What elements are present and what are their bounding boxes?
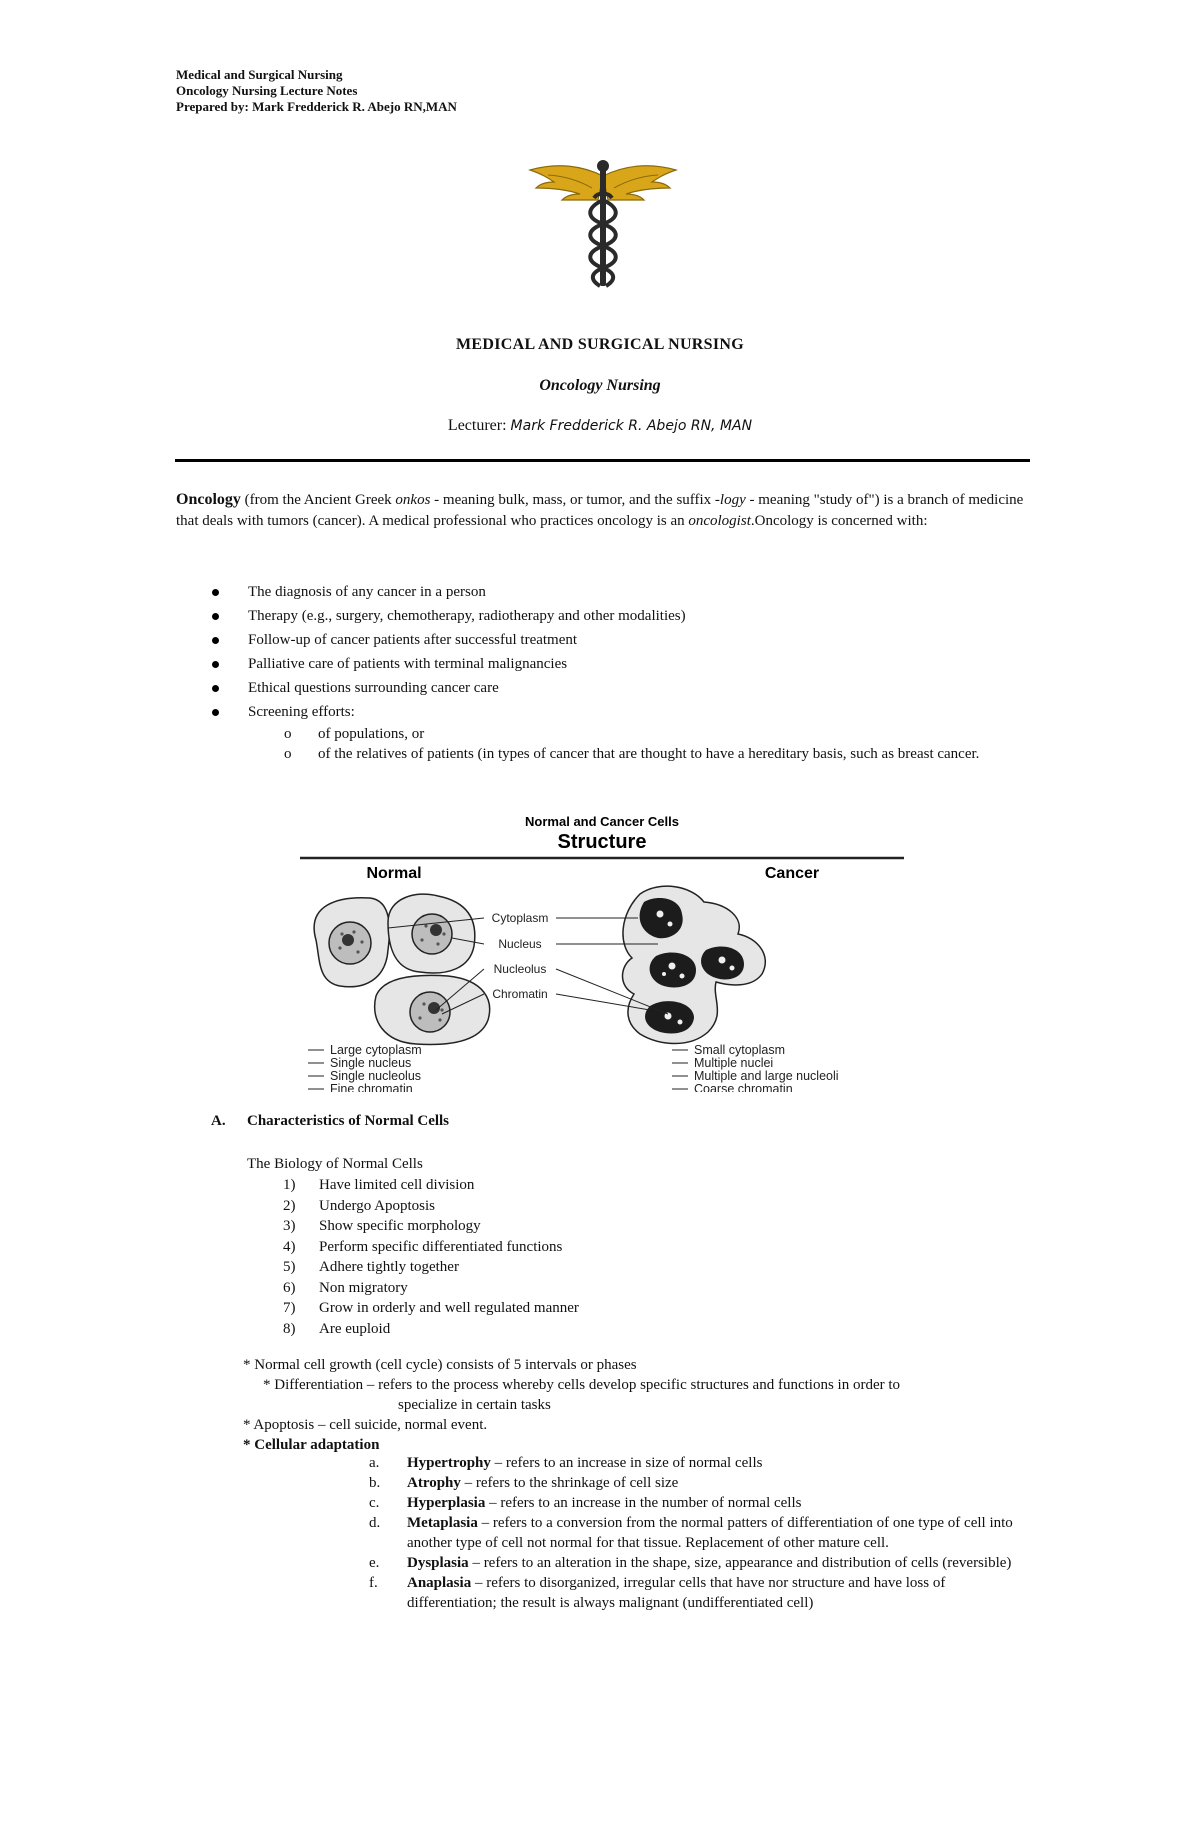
- list-item: [369, 1493, 1029, 1513]
- part-labels: [492, 911, 549, 1001]
- list-item-text: Are euploid: [319, 1320, 391, 1337]
- list-number: 1): [283, 1177, 296, 1193]
- list-letter: f.: [369, 1575, 378, 1591]
- intro-text-4: .Oncology is concerned with:: [750, 513, 928, 529]
- list-item: [283, 1319, 579, 1340]
- trait-item: Multiple and large nucleoli: [694, 1069, 839, 1083]
- running-header: [176, 67, 457, 115]
- header-notes: Oncology Nursing Lecture Notes: [176, 83, 358, 98]
- adaptation-desc: – refers to the shrinkage of cell size: [460, 1475, 679, 1491]
- concerns-list: [212, 580, 1012, 764]
- list-item-text: Undergo Apoptosis: [319, 1197, 435, 1214]
- intro-suffix: -logy: [714, 492, 746, 508]
- list-letter: d.: [369, 1515, 381, 1531]
- list-item: [283, 1216, 579, 1237]
- adaptation-term: Anaplasia: [407, 1575, 472, 1591]
- sub-bullet-marker: o: [284, 726, 292, 742]
- trait-item: Multiple nuclei: [694, 1056, 774, 1070]
- biology-list: [283, 1175, 579, 1339]
- sub-list-item-text: of the relatives of patients (in types of cancer that are thought to have a hereditary basis, such as breast cancer.: [318, 746, 980, 762]
- sub-list-item-text: of populations, or: [318, 726, 425, 742]
- list-item-text: Grow in orderly and well regulated manner: [319, 1300, 579, 1316]
- trait-item: Large cytoplasm: [330, 1043, 422, 1057]
- list-item-text: The diagnosis of any cancer in a person: [248, 584, 486, 600]
- cell-structure-diagram: [288, 810, 916, 1092]
- trait-item: Fine chromatin: [330, 1082, 413, 1092]
- caduceus-orb: [597, 160, 609, 172]
- normal-label: Normal: [366, 865, 422, 882]
- list-item-text: Have limited cell division: [319, 1177, 475, 1193]
- diagram-heading-small: Normal and Cancer Cells: [525, 814, 679, 829]
- intro-paragraph: [176, 489, 1031, 532]
- adaptation-desc: – refers to a conversion from the normal patters of differentiation of one type of cell into another type of cell not normal for that tissue. Replacement of other mature cell.: [407, 1515, 1013, 1551]
- note-differentiation: * Differentiation – refers to the process whereby cells develop specific structures and functions in order to: [263, 1377, 901, 1393]
- note-adaptation: * Cellular adaptation: [243, 1437, 380, 1453]
- list-item: [369, 1573, 1029, 1613]
- list-item: [212, 628, 1012, 652]
- sub-list-item: [212, 744, 1012, 764]
- part-label: Chromatin: [492, 987, 548, 1001]
- list-item-text: Screening efforts:: [248, 704, 355, 720]
- bullet-icon: [212, 661, 219, 668]
- intro-greek: onkos: [395, 492, 431, 508]
- section-letter: A.: [211, 1113, 226, 1129]
- list-item: [283, 1278, 579, 1299]
- list-number: 4): [283, 1238, 296, 1255]
- list-number: 6): [283, 1279, 296, 1296]
- list-item: [212, 580, 1012, 604]
- header-course: Medical and Surgical Nursing: [176, 67, 343, 82]
- list-item: [369, 1473, 1029, 1493]
- adaptation-desc: – refers to an increase in size of normal cells: [490, 1455, 763, 1471]
- title-divider: [175, 459, 1030, 462]
- trait-item: Single nucleolus: [330, 1069, 422, 1083]
- note-differentiation-cont: specialize in certain tasks: [398, 1397, 551, 1413]
- cancer-cells: [623, 886, 766, 1043]
- trait-item: Small cytoplasm: [694, 1043, 785, 1057]
- intro-text-1: (from the Ancient Greek: [240, 492, 396, 508]
- list-letter: a.: [369, 1455, 380, 1471]
- section-title: Characteristics of Normal Cells: [247, 1113, 450, 1129]
- list-item-text: Ethical questions surrounding cancer care: [248, 680, 499, 696]
- lecturer-name: Mark Fredderick R. Abejo RN, MAN: [510, 418, 753, 434]
- list-letter: e.: [369, 1555, 380, 1571]
- bullet-icon: [212, 589, 219, 596]
- adaptation-term: Dysplasia: [407, 1555, 469, 1571]
- part-label: Nucleolus: [493, 962, 547, 976]
- sub-bullet-marker: o: [284, 746, 292, 762]
- intro-text-2: - meaning bulk, mass, or tumor, and the suffix: [430, 492, 715, 508]
- list-item: [212, 604, 1012, 628]
- list-item: [369, 1513, 1029, 1553]
- list-item-text: Non migratory: [319, 1279, 408, 1296]
- part-label: Nucleus: [498, 937, 542, 951]
- adaptation-term: Metaplasia: [407, 1515, 478, 1531]
- diagram-heading-big: Structure: [557, 831, 647, 853]
- cancer-label: Cancer: [764, 865, 820, 882]
- list-number: 2): [283, 1197, 296, 1214]
- intro-term: Oncology: [176, 491, 241, 508]
- normal-cells: [314, 894, 489, 1044]
- list-number: 5): [283, 1259, 296, 1275]
- adaptation-desc: – refers to disorganized, irregular cells that have nor structure and have loss of differentiation; the result is always malignant (undifferentiated cell): [407, 1575, 946, 1611]
- list-item: [283, 1298, 579, 1319]
- trait-item: Single nucleus: [330, 1056, 412, 1070]
- adaptation-term: Atrophy: [407, 1475, 461, 1491]
- list-item: [369, 1453, 1029, 1473]
- note-apoptosis: * Apoptosis – cell suicide, normal event.: [243, 1417, 488, 1433]
- bullet-icon: [212, 685, 219, 692]
- list-item: [283, 1175, 579, 1196]
- list-item-text: Follow-up of cancer patients after successful treatment: [248, 632, 578, 648]
- cancer-traits: [672, 1043, 839, 1092]
- document-title: MEDICAL AND SURGICAL NURSING: [455, 336, 744, 353]
- header-author: Prepared by: Mark Fredderick R. Abejo RN,MAN: [176, 99, 457, 114]
- notes-block: [243, 1355, 1043, 1455]
- caduceus-logo: [528, 148, 678, 298]
- adaptation-list: [369, 1453, 1029, 1613]
- list-number: 3): [283, 1218, 296, 1234]
- part-label: Cytoplasm: [491, 911, 549, 925]
- trait-item: Coarse chromatin: [694, 1082, 793, 1092]
- list-letter: c.: [369, 1495, 380, 1511]
- adaptation-desc: – refers to an increase in the number of normal cells: [485, 1495, 802, 1511]
- document-subtitle: Oncology Nursing: [539, 377, 661, 394]
- list-item: [369, 1553, 1029, 1573]
- list-item-text: Palliative care of patients with terminal malignancies: [248, 656, 568, 672]
- normal-traits: [308, 1043, 422, 1092]
- intro-oncologist: oncologist: [688, 513, 751, 529]
- list-item: [283, 1257, 579, 1278]
- bullet-icon: [212, 709, 219, 716]
- list-item-text: Show specific morphology: [319, 1218, 481, 1234]
- list-item: [212, 700, 1012, 724]
- list-number: 8): [283, 1320, 296, 1337]
- adaptation-desc: – refers to an alteration in the shape, size, appearance and distribution of cells (reversible): [468, 1555, 1012, 1571]
- list-item-text: Perform specific differentiated functions: [319, 1238, 563, 1255]
- sub-list-item: [212, 724, 1012, 744]
- intro-text-3: - meaning "study of") is a branch of medicine that deals with tumors (cancer). A medical professional who practices oncology is an: [176, 492, 1024, 529]
- bullet-icon: [212, 637, 219, 644]
- biology-title: The Biology of Normal Cells: [247, 1156, 423, 1172]
- bullet-icon: [212, 613, 219, 620]
- adaptation-term: Hyperplasia: [407, 1495, 486, 1511]
- list-item-text: Adhere tightly together: [319, 1259, 459, 1275]
- list-item-text: Therapy (e.g., surgery, chemotherapy, radiotherapy and other modalities): [248, 608, 686, 624]
- lecturer-label: Lecturer:: [447, 417, 507, 434]
- adaptation-term: Hypertrophy: [407, 1455, 491, 1471]
- list-item: [212, 652, 1012, 676]
- list-item: [283, 1196, 579, 1217]
- lecturer-line: [0, 417, 1200, 435]
- note-growth: * Normal cell growth (cell cycle) consists of 5 intervals or phases: [243, 1357, 637, 1373]
- list-number: 7): [283, 1300, 296, 1316]
- section-heading: [211, 1113, 449, 1130]
- list-item: [283, 1237, 579, 1258]
- list-item: [212, 676, 1012, 700]
- list-letter: b.: [369, 1475, 381, 1491]
